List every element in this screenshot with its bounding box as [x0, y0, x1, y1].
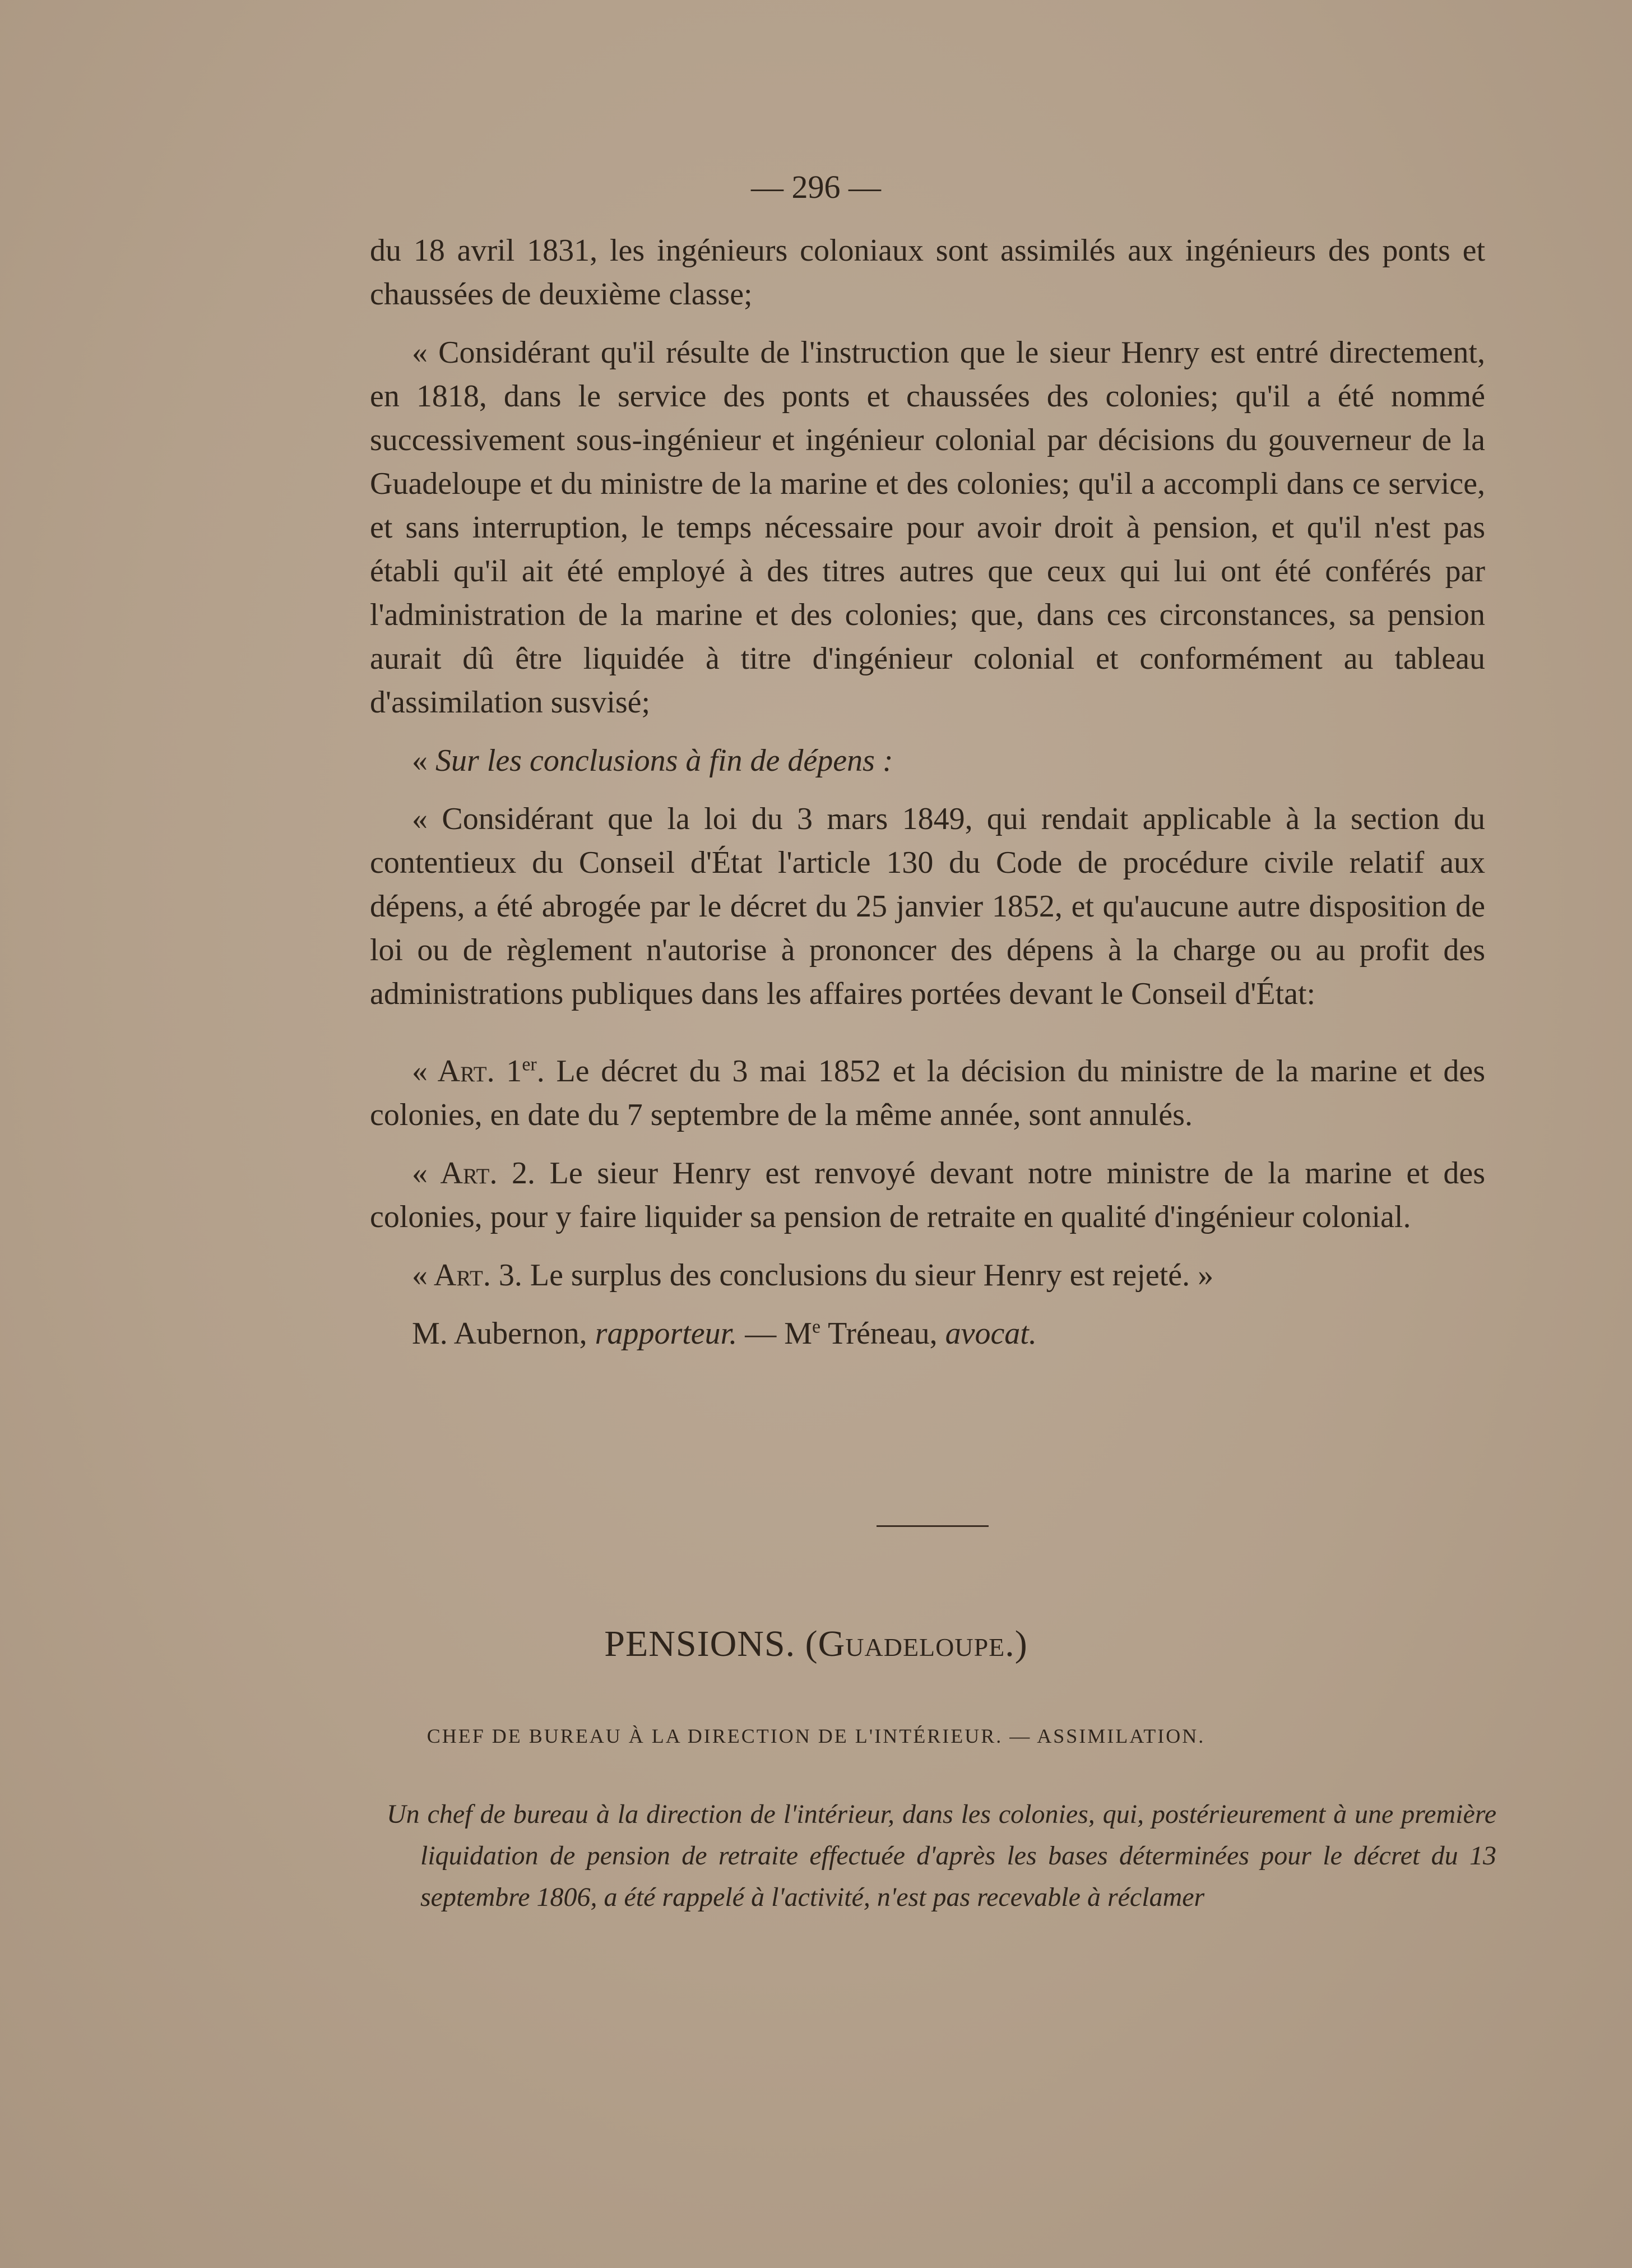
article-3	[370, 1253, 1485, 1297]
signature-line	[370, 1312, 1485, 1355]
article-3-label: « Art. 3.	[412, 1258, 522, 1293]
paragraph-conclusions-heading	[370, 739, 1485, 783]
section-divider	[877, 1525, 989, 1527]
section-title-main: PENSIONS. (	[604, 1623, 818, 1664]
quote-mark: «	[412, 743, 435, 778]
conclusions-heading-text: Sur les conclusions à fin de dépens :	[435, 743, 893, 778]
paragraph-assimilation-intro: du 18 avril 1831, les ingénieurs coloniaux sont assimilés aux ingénieurs des ponts et chaussées de deuxième classe;	[370, 233, 1485, 312]
avocat-name: Tréneau,	[820, 1316, 945, 1351]
article-1	[370, 1049, 1485, 1137]
section-title	[0, 1623, 1632, 1665]
article-2	[370, 1151, 1485, 1239]
section-title-close: )	[1014, 1623, 1028, 1664]
signature-separator: — M	[737, 1316, 813, 1351]
rapporteur-name: M. Aubernon,	[412, 1316, 595, 1351]
article-1-text: . Le décret du 3 mai 1852 et la décision du ministre de la marine et des colonies, en date du 7 septembre de la même année, sont annulés.	[370, 1054, 1485, 1132]
article-1-label: « Art. 1	[412, 1054, 522, 1089]
decision-body	[370, 229, 1485, 1355]
section-title-place: Guadeloupe.	[818, 1623, 1015, 1664]
section-subtitle: CHEF DE BUREAU À LA DIRECTION DE L'INTÉRIEUR. — ASSIMILATION.	[426, 1725, 1206, 1747]
page-number: — 296 —	[751, 169, 881, 205]
maitre-superscript: e	[812, 1316, 821, 1337]
rapporteur-role: rapporteur.	[595, 1316, 738, 1351]
paragraph-considerant-depens: « Considérant que la loi du 3 mars 1849, qui rendait applicable à la section du contentieux du Conseil d'État l'article 130 du Code de procédure civile relatif aux dépens, a été abrogée par le décret du 25 janvier 1852, et qu'aucune autre disposition de loi ou de règlement n'autorise à prononcer des dépens à la charge ou au profit des administrations publiques dans les affaires portées devant le Conseil d'État:	[370, 802, 1485, 1011]
article-2-label: « Art. 2.	[412, 1156, 536, 1191]
article-1-superscript: er	[522, 1054, 537, 1075]
article-3-text: Le surplus des conclusions du sieur Henry est rejeté. »	[522, 1258, 1214, 1293]
section-summary: Un chef de bureau à la direction de l'intérieur, dans les colonies, qui, postérieurement à une première liquidation de pension de retraite effectuée d'après les bases déterminées pour le décret du 13 septembre 1806, a été rappelé à l'activité, n'est pas recevable à réclamer	[387, 1799, 1496, 1912]
paragraph-considerant-henry: « Considérant qu'il résulte de l'instruction que le sieur Henry est entré directement, en 1818, dans le service des ponts et chaussées des colonies; qu'il a été nommé successivement sous-ingénieur et ingénieur colonial par décisions du gouverneur de la Guadeloupe et du ministre de la marine et des colonies; qu'il a accompli dans ce service, et sans interruption, le temps nécessaire pour avoir droit à pension, et qu'il n'est pas établi qu'il ait été employé à des titres autres que ceux qui lui ont été conférés par l'administration de la marine et des colonies; que, dans ces circonstances, sa pension aurait dû être liquidée à titre d'ingénieur colonial et conformément au tableau d'assimilation susvisé;	[370, 335, 1485, 720]
avocat-role: avocat.	[945, 1316, 1037, 1351]
article-2-text: Le sieur Henry est renvoyé devant notre ministre de la marine et des colonies, pour y faire liquider sa pension de retraite en qualité d'ingénieur colonial.	[370, 1156, 1485, 1234]
